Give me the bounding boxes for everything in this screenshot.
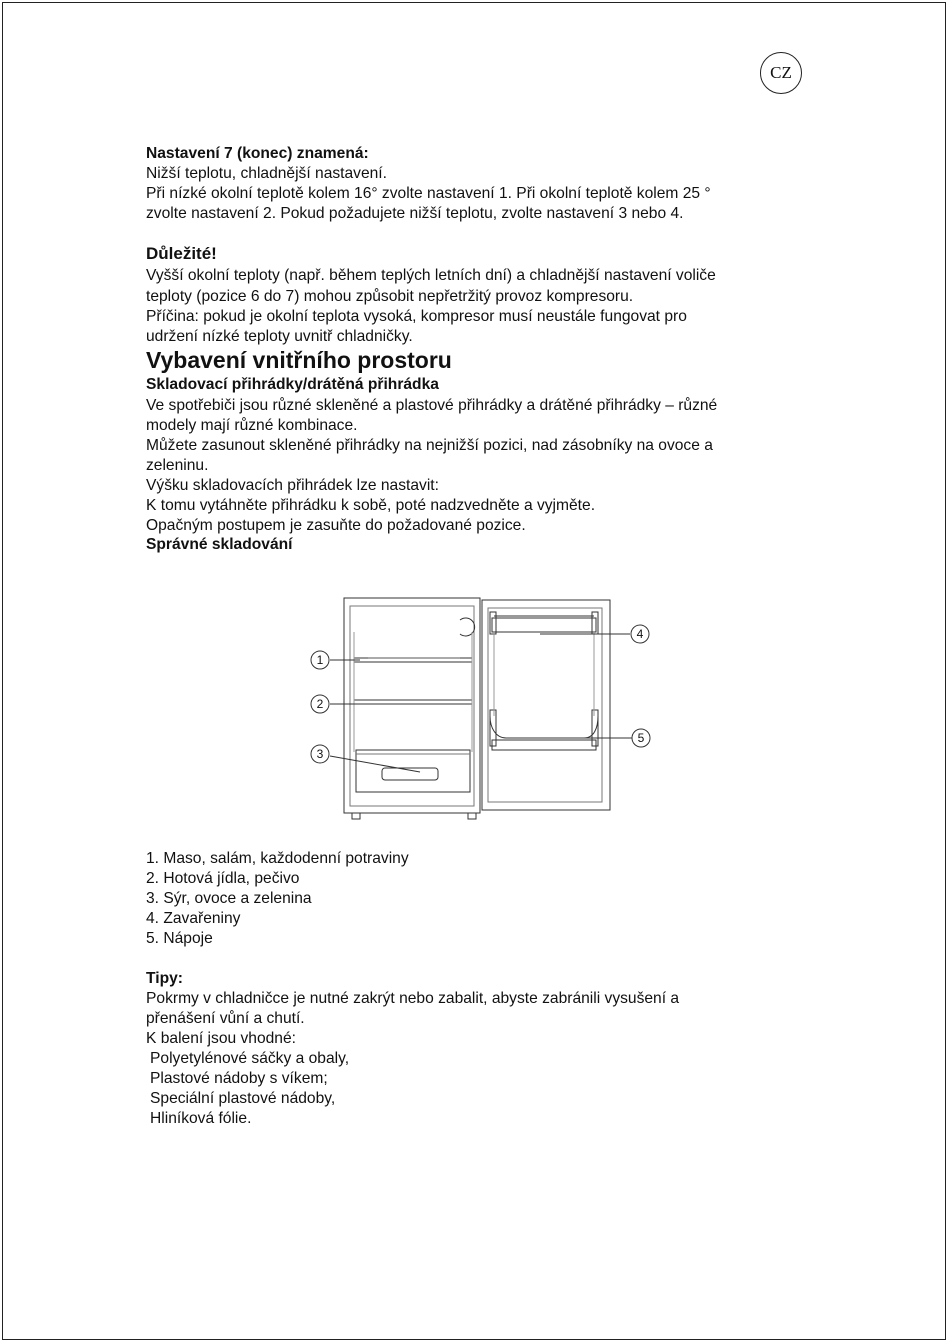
important-heading: Důležité! — [146, 244, 217, 263]
storage-heading: Správné skladování — [146, 536, 293, 553]
tips-heading: Tipy: — [146, 970, 183, 987]
door-balcony-4 — [492, 618, 596, 632]
legend-item: 2. Hotová jídla, pečivo — [146, 870, 300, 887]
interior-line: Výšku skladovacích přihrádek lze nastavit: — [146, 477, 439, 494]
legend-item: 5. Nápoje — [146, 930, 213, 947]
legend-item: 4. Zavařeniny — [146, 910, 241, 927]
fridge-cabinet — [344, 598, 480, 813]
interior-line: Opačným postupem je zasuňte do požadované pozice. — [146, 517, 526, 534]
shelves-subheading: Skladovací přihrádky/drátěná přihrádka — [146, 376, 439, 393]
packaging-item: Hliníková fólie. — [150, 1110, 252, 1127]
interior-title: Vybavení vnitřního prostoru — [146, 347, 452, 373]
interior-line: modely mají různé kombinace. — [146, 417, 358, 434]
interior-line: Můžete zasunout skleněné přihrádky na nejnižší pozici, nad zásobníky na ovoce a — [146, 437, 713, 454]
door-balcony-5 — [490, 716, 598, 738]
callout-5: 5 — [637, 731, 645, 745]
tips-line: přenášení vůní a chutí. — [146, 1010, 305, 1027]
legend-item: 1. Maso, salám, každodenní potraviny — [146, 850, 409, 867]
callout-1: 1 — [316, 653, 324, 667]
interior-line: zeleninu. — [146, 457, 209, 474]
fridge-diagram — [300, 592, 660, 827]
callout-3: 3 — [316, 747, 324, 761]
callout-4: 4 — [636, 627, 644, 641]
important-line: Vyšší okolní teploty (např. během teplých letních dní) a chladnější nastavení voliče — [146, 267, 716, 284]
packaging-item: Polyetylénové sáčky a obaly, — [150, 1050, 350, 1067]
tips-line: Pokrmy v chladničce je nutné zakrýt nebo zabalit, abyste zabránili vysušení a — [146, 990, 680, 1007]
important-line: teploty (pozice 6 do 7) mohou způsobit nepřetržitý provoz kompresoru. — [146, 288, 634, 305]
legend-item: 3. Sýr, ovoce a zelenina — [146, 890, 312, 907]
interior-line: K tomu vytáhněte přihrádku k sobě, poté nadzvedněte a vyjměte. — [146, 497, 596, 514]
shelf-2 — [354, 700, 472, 704]
setting7-line: Při nízké okolní teplotě kolem 16° zvolte nastavení 1. Při okolní teplotě kolem 25 ° — [146, 185, 711, 202]
interior-line: Ve spotřebiči jsou různé skleněné a plastové přihrádky a drátěné přihrádky – různé — [146, 397, 718, 414]
setting7-heading: Nastavení 7 (konec) znamená: — [146, 145, 369, 162]
setting7-line: Nižší teplotu, chladnější nastavení. — [146, 165, 387, 182]
packaging-item: Speciální plastové nádoby, — [150, 1090, 336, 1107]
shelf-1 — [354, 658, 472, 662]
language-badge: CZ — [760, 52, 802, 94]
tips-line: K balení jsou vhodné: — [146, 1030, 296, 1047]
important-line: Příčina: pokud je okolní teplota vysoká, kompresor musí neustále fungovat pro — [146, 308, 687, 325]
callout-2: 2 — [316, 697, 324, 711]
packaging-item: Plastové nádoby s víkem; — [150, 1070, 328, 1087]
setting7-line: zvolte nastavení 2. Pokud požadujete nižší teplotu, zvolte nastavení 3 nebo 4. — [146, 205, 684, 222]
important-line: udržení nízké teploty uvnitř chladničky. — [146, 328, 413, 345]
